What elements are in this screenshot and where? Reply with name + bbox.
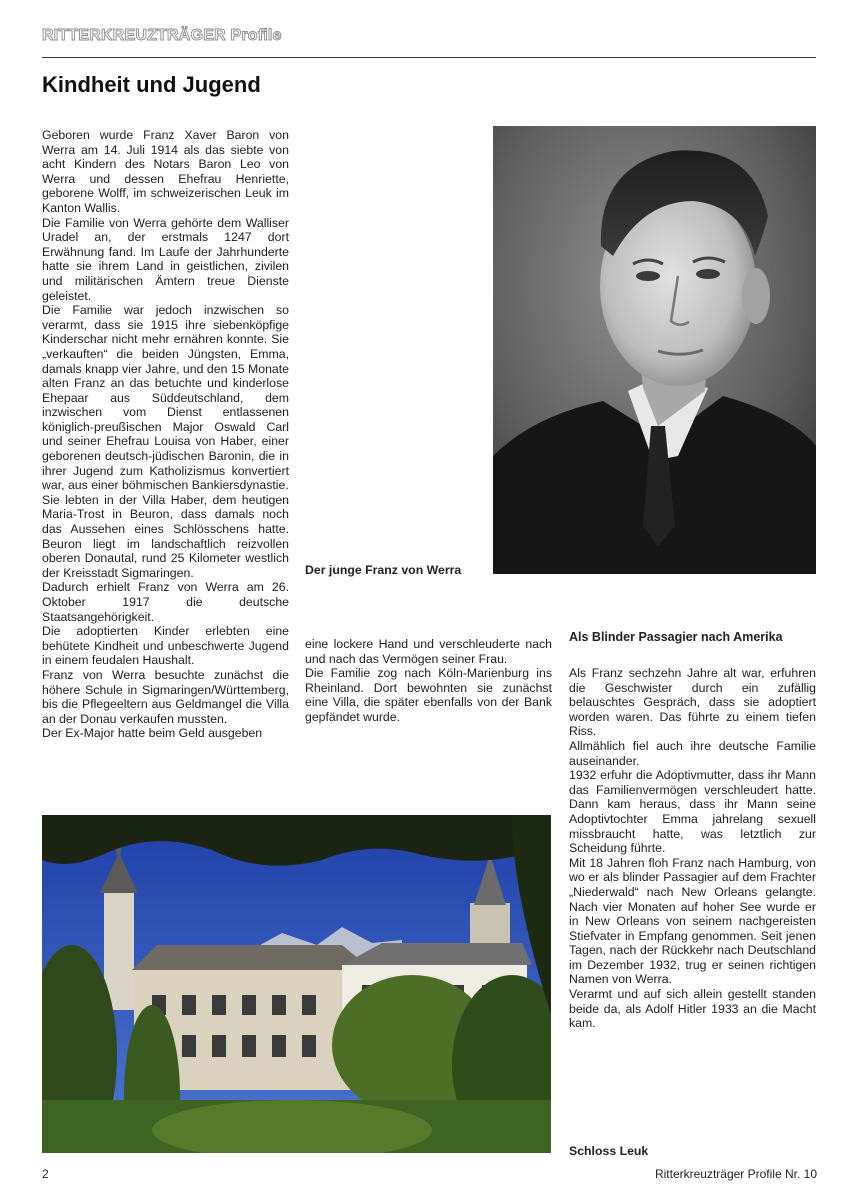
text-column-2 (305, 637, 552, 725)
paragraph: Die adoptierten Kinder erlebten eine behütete Kindheit und unbeschwerte Jugend in einem feudalen Haushalt. (42, 624, 289, 668)
paragraph: Geboren wurde Franz Xaver Baron von Werra am 14. Juli 1914 als das siebte von acht Kindern des Notars Baron Leo von Werra und dessen Ehefrau Henriette, geborene Wolff, im schweizerischen Leuk im Kanton Wallis. (42, 128, 289, 215)
text-column-1 (42, 128, 289, 741)
paragraph: Mit 18 Jahren floh Franz nach Hamburg, von wo er als blinder Passagier auf dem Frachter „Niederwald“ nach New Orleans gelangte. Nach vier Monaten auf hoher See wurde er in New Orleans von seinem nachgereisten Stiefvater in Empfang genommen. Seit jenen Tagen, nach der Rückkehr nach Deutschland im Dezember 1932, trug er seinen richtigen Namen von Werra. (569, 855, 816, 987)
paragraph: Die Familie von Werra gehörte dem Walliser Uradel an, der erstmals 1247 dort Erwähnung fand. Im Laufe der Jahrhunderte hatte sie ihrem Land in geistlichen, zivilen und militärischen Ämtern treue Dienste geleistet. (42, 215, 289, 303)
paragraph: Allmählich fiel auch ihre deutsche Familie auseinander. (569, 738, 816, 768)
paragraph: 1932 erfuhr die Adoptivmutter, dass ihr Mann das Familienvermögen verschleudert hatte. Dann kam heraus, dass ihr Mann seine Adoptivtochter Emma jahrelang sexuell missbraucht hatte, was letztlich zur Scheidung führte. (569, 768, 816, 856)
magazine-header-title: RITTERKREUZTRÄGER Profile (42, 27, 282, 44)
subheading: Als Blinder Passagier nach Amerika (569, 630, 783, 644)
portrait-caption: Der junge Franz von Werra (305, 563, 462, 577)
paragraph: Verarmt und auf sich allein gestellt standen beide da, als Adolf Hitler 1933 an die Macht kam. (569, 987, 816, 1031)
paragraph: Dadurch erhielt Franz von Werra am 26. Oktober 1917 die deutsche Staatsangehörigkeit. (42, 580, 289, 624)
paragraph: eine lockere Hand und verschleuderte nach und nach das Vermögen seiner Frau. (305, 637, 552, 666)
castle-caption: Schloss Leuk (569, 1144, 649, 1158)
paragraph: Die Familie war jedoch inzwischen so verarmt, dass sie 1915 ihre siebenköpfige Kinderschar nicht mehr ernähren konnte. Sie „verkauften“ die beiden Jüngsten, Emma, damals knapp vier Jahre, und den 15 Monate alten Franz an das betuchte und kinderlose Ehepaar aus Süddeutschland, dem inzwischen vom Dienst entlassenen königlich-preußischen Major Oswald Carl und seiner Ehefrau Louisa von Haber, einer geborenen deutsch-jüdischen Baronin, die in ihrer Jugend zum Katholizismus konvertiert war, aus einer böhmischen Bankiersdynastie. (42, 303, 289, 493)
text-column-3 (569, 666, 816, 1031)
section-title: Kindheit und Jugend (42, 72, 261, 97)
portrait-photo (493, 126, 816, 574)
castle-photo (42, 815, 551, 1153)
paragraph: Als Franz sechzehn Jahre alt war, erfuhren die Geschwister durch ein zufällig belauschtes Gespräch, dass sie adoptiert worden waren. Das führte zu einem tiefen Riss. (569, 666, 816, 739)
publication-footer: Ritterkreuzträger Profile Nr. 10 (654, 1167, 817, 1181)
paragraph: Der Ex-Major hatte beim Geld ausgeben (42, 726, 263, 741)
header-divider (42, 57, 816, 58)
paragraph: Franz von Werra besuchte zunächst die höhere Schule in Sigmaringen/Württemberg, bis die Pflegeeltern aus Geldmangel die Villa an der Donau verkaufen mussten. (42, 667, 289, 726)
paragraph: Die Familie zog nach Köln-Marienburg ins Rheinland. Dort bewohnten sie zunächst eine Villa, die später ebenfalls von der Bank gepfändet wurde. (305, 666, 552, 724)
page-number: 2 (42, 1167, 49, 1181)
paragraph: Sie lebten in der Villa Haber, dem heutigen Maria-Trost in Beuron, dass damals noch das Aussehen eines Schlösschens hatte. Beuron liegt im landschaftlich reizvollen oberen Donautal, rund 25 Kilometer westlich der Kreisstadt Sigmaringen. (42, 492, 289, 580)
